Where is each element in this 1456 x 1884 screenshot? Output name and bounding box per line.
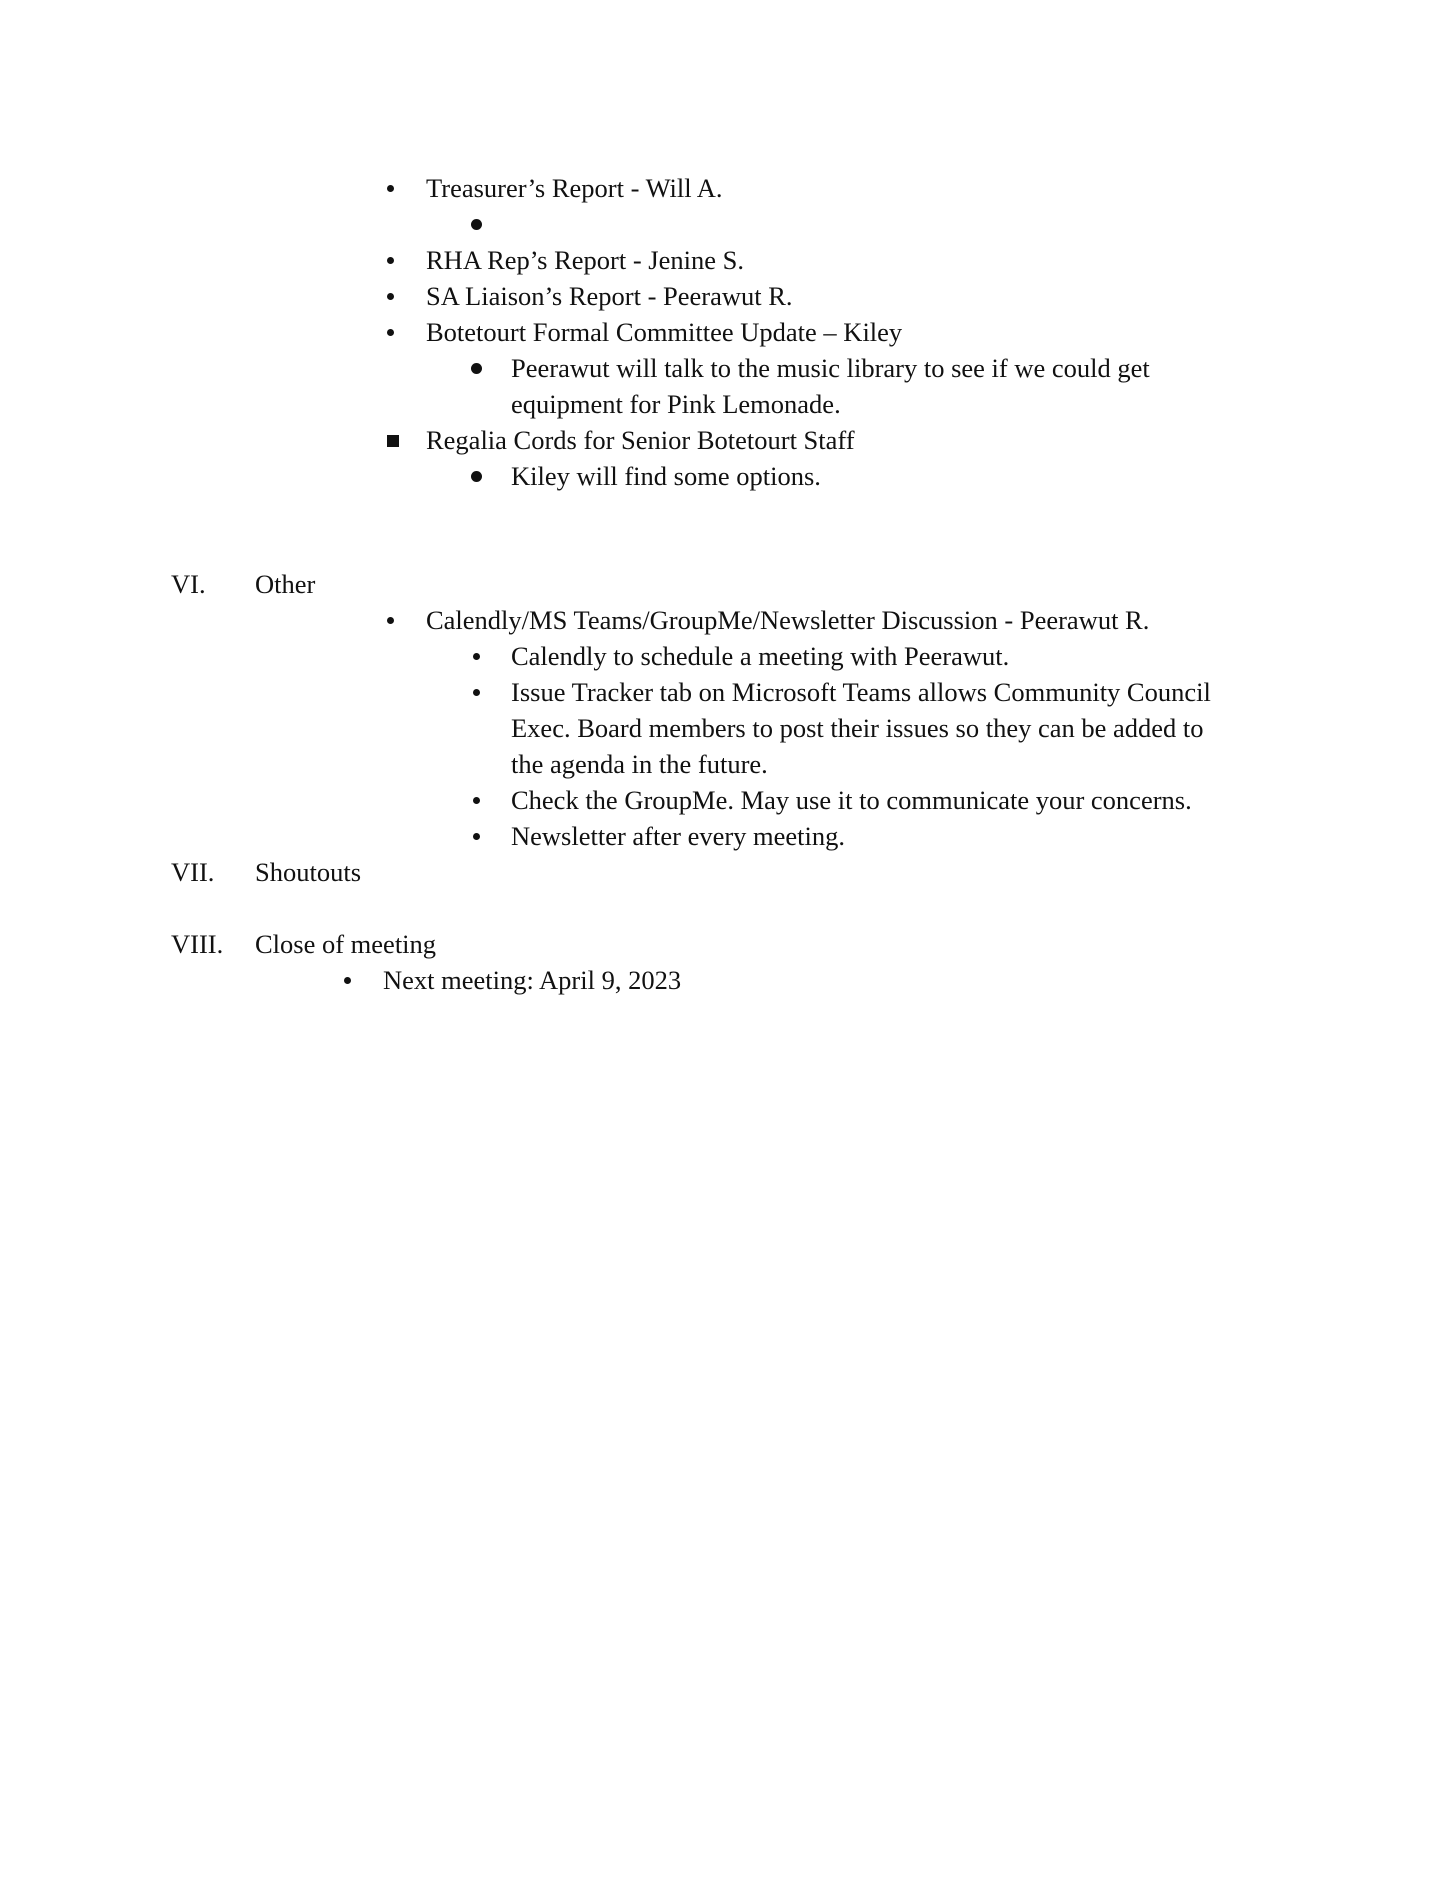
section-viii-numeral: VIII. xyxy=(171,929,224,959)
regalia-cords-item: Regalia Cords for Senior Botetourt Staff xyxy=(426,425,855,455)
newsletter-subitem: Newsletter after every meeting. xyxy=(511,821,846,851)
calendly-discussion-item: Calendly/MS Teams/GroupMe/Newsletter Discussion - Peerawut R. xyxy=(426,605,1150,635)
treasurer-report-item: Treasurer’s Report - Will A. xyxy=(426,173,723,203)
bullet-icon xyxy=(380,170,400,192)
section-vi-numeral: VI. xyxy=(171,569,206,599)
bullet-icon xyxy=(466,350,486,374)
issue-tracker-subitem-line3: the agenda in the future. xyxy=(511,749,768,779)
bullet-icon xyxy=(380,602,400,624)
bullet-icon xyxy=(466,818,486,840)
groupme-subitem: Check the GroupMe. May use it to communicate your concerns. xyxy=(511,785,1192,815)
bullet-icon xyxy=(380,314,400,336)
next-meeting-item: Next meeting: April 9, 2023 xyxy=(383,965,682,995)
issue-tracker-subitem-line1: Issue Tracker tab on Microsoft Teams allows Community Council xyxy=(511,677,1211,707)
bullet-icon xyxy=(466,458,486,482)
section-vii-title: Shoutouts xyxy=(255,857,362,887)
kiley-options-subitem: Kiley will find some options. xyxy=(511,461,821,491)
issue-tracker-subitem-line2: Exec. Board members to post their issues so they can be added to xyxy=(511,713,1204,743)
bullet-icon xyxy=(466,674,486,696)
bullet-icon xyxy=(466,782,486,804)
sa-liaison-report-item: SA Liaison’s Report - Peerawut R. xyxy=(426,281,793,311)
section-vii-numeral: VII. xyxy=(171,857,215,887)
square-bullet-icon xyxy=(383,422,403,447)
bullet-icon xyxy=(380,278,400,300)
section-viii-title: Close of meeting xyxy=(255,929,437,959)
rha-rep-report-item: RHA Rep’s Report - Jenine S. xyxy=(426,245,744,275)
bullet-icon xyxy=(466,638,486,660)
bullet-icon xyxy=(337,962,357,984)
music-library-subitem-line2: equipment for Pink Lemonade. xyxy=(511,389,841,419)
bullet-icon xyxy=(466,206,486,230)
botetourt-formal-update-item: Botetourt Formal Committee Update – Kiley xyxy=(426,317,903,347)
bullet-icon xyxy=(380,242,400,264)
section-vi-title: Other xyxy=(255,569,316,599)
music-library-subitem-line1: Peerawut will talk to the music library to see if we could get xyxy=(511,353,1150,383)
calendly-subitem: Calendly to schedule a meeting with Peerawut. xyxy=(511,641,1010,671)
